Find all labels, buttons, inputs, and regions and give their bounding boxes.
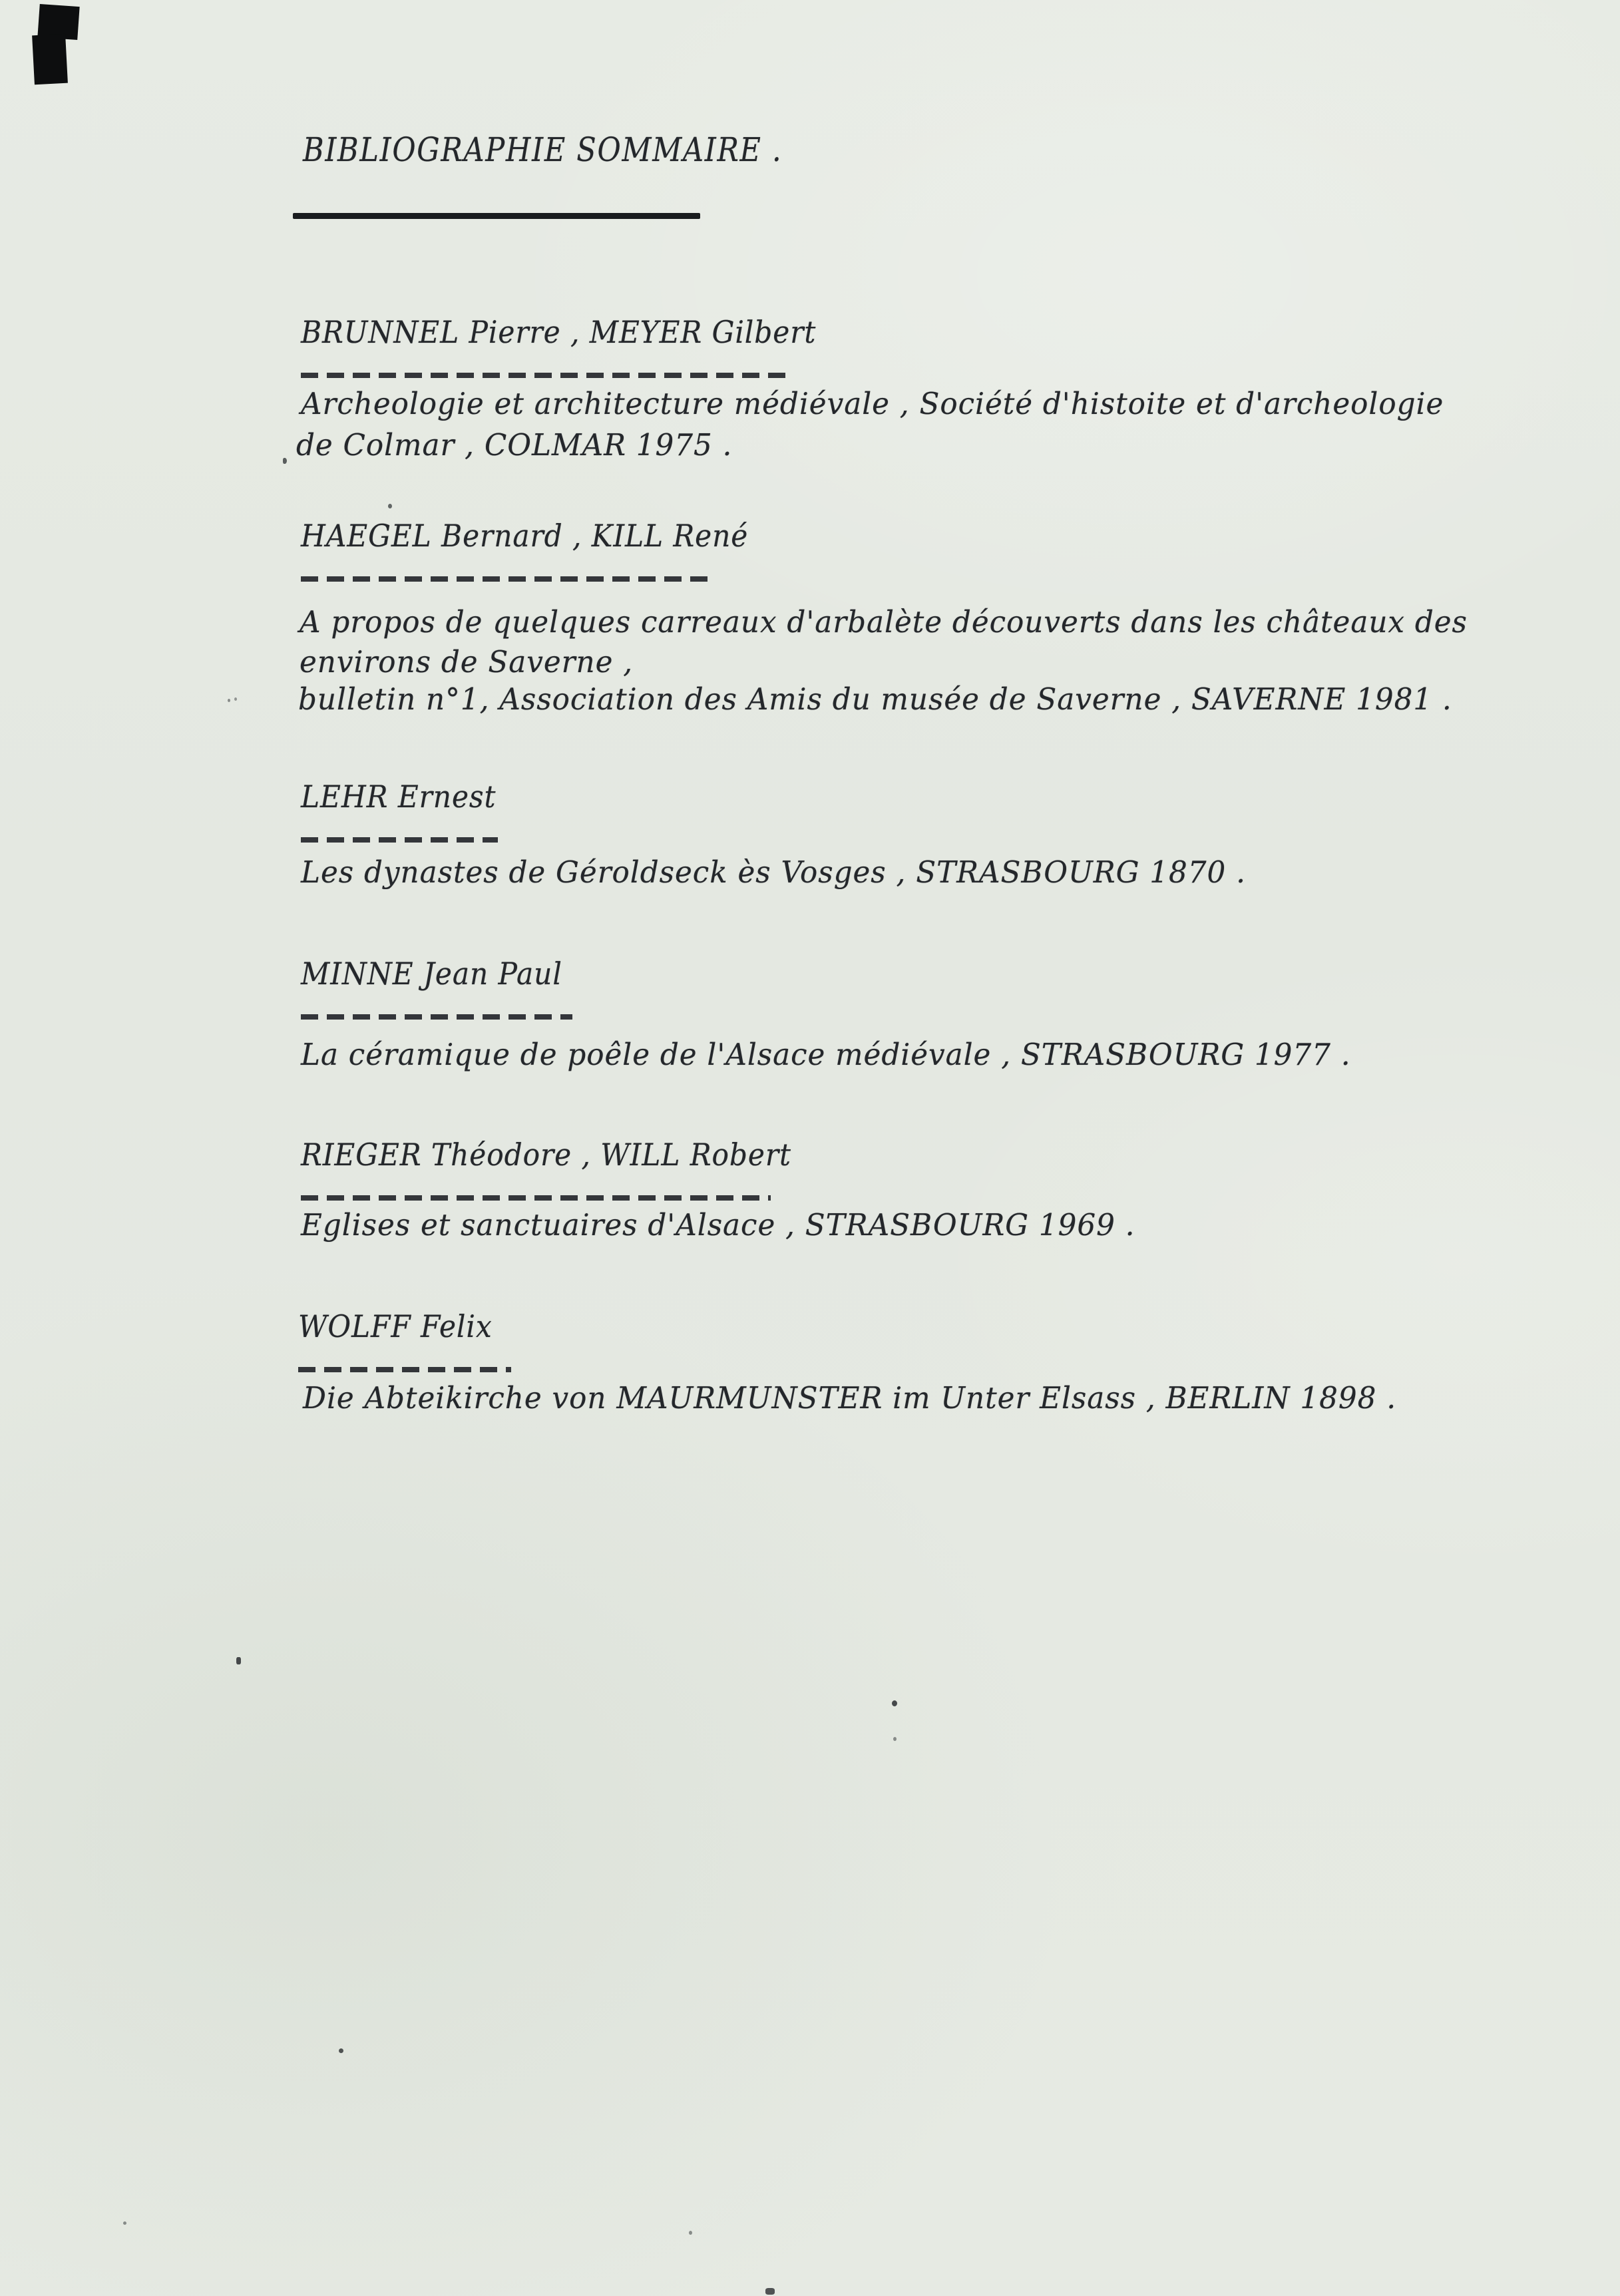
ink-speck xyxy=(388,504,392,508)
entry-reference-line: bulletin n°1, Association des Amis du musée de Saverne , SAVERNE 1981 . xyxy=(298,681,1452,717)
ink-speck xyxy=(892,1700,897,1706)
entry-authors: BRUNNEL Pierre , MEYER Gilbert xyxy=(301,314,817,350)
scan-artifact xyxy=(32,34,68,85)
entry-authors: MINNE Jean Paul xyxy=(301,956,562,992)
ink-speck xyxy=(123,2221,126,2225)
entry-reference-line: Eglises et sanctuaires d'Alsace , STRASBOURG 1969 . xyxy=(301,1207,1135,1243)
entry-reference-line: A propos de quelques carreaux d'arbalète découverts dans les châteaux des xyxy=(300,604,1468,640)
ink-speck xyxy=(228,699,230,702)
entry-authors: WOLFF Felix xyxy=(298,1308,493,1344)
title-underline xyxy=(293,213,700,219)
entry-reference-line: Die Abteikirche von MAURMUNSTER im Unter Elsass , BERLIN 1898 . xyxy=(303,1380,1397,1416)
entry-reference-line: Les dynastes de Géroldseck ès Vosges , STRASBOURG 1870 . xyxy=(301,855,1246,890)
entry-reference-line: environs de Saverne , xyxy=(300,644,634,679)
entry-authors: HAEGEL Bernard , KILL René xyxy=(301,518,749,554)
authors-dashed-underline xyxy=(298,1367,511,1372)
authors-dashed-underline xyxy=(301,1014,572,1020)
page-title: BIBLIOGRAPHIE SOMMAIRE . xyxy=(303,130,783,169)
entry-reference-line: de Colmar , COLMAR 1975 . xyxy=(296,427,733,463)
authors-dashed-underline xyxy=(301,1195,771,1201)
entry-authors: LEHR Ernest xyxy=(301,779,497,815)
ink-speck xyxy=(339,2048,343,2053)
authors-dashed-underline xyxy=(301,373,785,378)
ink-speck xyxy=(893,1737,897,1741)
ink-speck xyxy=(689,2231,692,2235)
entry-reference-line: Archeologie et architecture médiévale , Société d'histoite et d'archeologie xyxy=(301,386,1444,421)
ink-speck xyxy=(765,2288,775,2295)
ink-speck xyxy=(234,697,237,701)
authors-dashed-underline xyxy=(301,837,498,843)
entry-authors: RIEGER Théodore , WILL Robert xyxy=(301,1137,791,1173)
ink-speck xyxy=(236,1657,241,1664)
ink-speck xyxy=(283,458,287,464)
authors-dashed-underline xyxy=(301,576,715,582)
entry-reference-line: La céramique de poêle de l'Alsace médiévale , STRASBOURG 1977 . xyxy=(301,1037,1351,1072)
